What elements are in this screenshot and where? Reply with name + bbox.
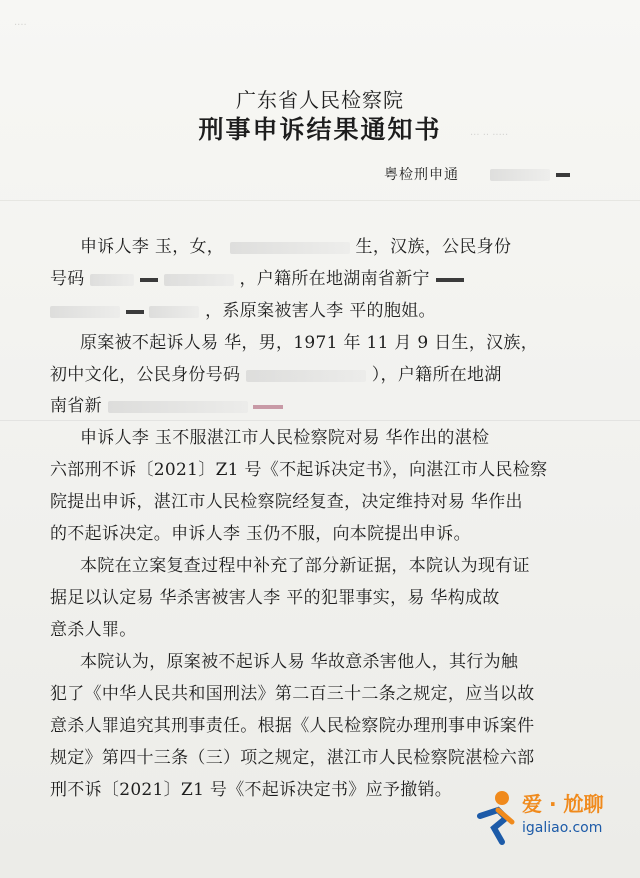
text-segment: 意杀人罪追究其刑事责任。根据《人民检察院办理刑事申诉案件 [50, 716, 535, 736]
text-segment: 意杀人罪。 [50, 620, 137, 640]
text-segment: 本院在立案复查过程中补充了部分新证据，本院认为现有证 [80, 556, 530, 576]
issuing-organization: 广东省人民检察院 [236, 88, 404, 112]
redaction-blur [490, 169, 550, 181]
bleed-through-text: ···· [14, 20, 27, 31]
text-segment: 犯了《中华人民共和国刑法》第二百三十二条之规定，应当以故 [50, 684, 535, 704]
text-segment: 生，汉族，公民身份 [355, 237, 512, 257]
redaction-blur [149, 306, 199, 318]
text-line [50, 455, 620, 480]
text-segment: 南省新 [50, 396, 102, 416]
text-segment: 号码 [50, 269, 85, 289]
document-number [384, 164, 570, 184]
redaction-blur [108, 401, 248, 413]
text-segment: 原案被不起诉人易 华，男，1971 年 11 月 9 日生，汉族， [80, 333, 539, 353]
text-segment: 刑不诉〔2021〕Z1 号《不起诉决定书》应予撤销。 [50, 780, 453, 800]
text-segment: 规定》第四十三条（三）项之规定，湛江市人民检察院湛检六部 [50, 748, 535, 768]
text-line [50, 296, 620, 321]
site-watermark [472, 788, 632, 858]
text-segment: 据足以认定易 华杀害被害人李 平的犯罪事实，易 华构成故 [50, 588, 500, 608]
text-line [50, 519, 620, 544]
watermark-site: igaliao.com [522, 820, 603, 836]
text-line [50, 743, 620, 768]
text-line [50, 583, 620, 608]
text-segment: 的不起诉决定。申诉人李 玉仍不服，向本院提出申诉。 [50, 524, 471, 544]
text-line [50, 391, 620, 416]
redaction-blur [50, 306, 120, 318]
text-segment: 本院认为，原案被不起诉人易 华故意杀害他人，其行为触 [80, 652, 519, 672]
text-line [80, 232, 620, 257]
runner-logo-icon [472, 788, 520, 848]
redaction-blur [246, 370, 366, 382]
text-segment: 申诉人李 玉不服湛江市人民检察院对易 华作出的湛检 [80, 428, 490, 448]
text-segment: ，系原案被害人李 平的胞姐。 [205, 301, 436, 321]
paper-fold-line [0, 420, 640, 421]
bleed-through-text: ··· ·· ····· [470, 130, 509, 141]
redaction-mark [126, 310, 144, 314]
redaction-mark [556, 173, 570, 177]
text-line [50, 487, 620, 512]
redaction-mark [253, 405, 283, 409]
redaction-blur [90, 274, 134, 286]
text-line [80, 423, 620, 448]
text-segment: ），户籍所在地湖 [371, 365, 502, 385]
text-line [50, 711, 620, 736]
text-segment: 六部刑不诉〔2021〕Z1 号《不起诉决定书》，向湛江市人民检察 [50, 460, 548, 480]
redaction-blur [164, 274, 234, 286]
document-title: 刑事申诉结果通知书 [198, 115, 442, 144]
watermark-brand: 爱 · 尬聊 [522, 792, 604, 816]
redaction-blur [230, 242, 350, 254]
text-line [50, 679, 620, 704]
text-segment: 申诉人李 玉，女， [80, 237, 225, 257]
text-line [50, 615, 620, 640]
text-segment: 初中文化，公民身份号码 [50, 365, 241, 385]
paper-fold-line [0, 200, 640, 201]
document-number-prefix: 粤检刑申通 [384, 167, 459, 183]
text-line [80, 328, 620, 353]
text-segment: 院提出申诉，湛江市人民检察院经复查，决定维持对易 华作出 [50, 492, 523, 512]
text-line [80, 551, 620, 576]
text-line [80, 647, 620, 672]
text-line [50, 264, 620, 289]
redaction-mark [140, 278, 158, 282]
text-segment: ，户籍所在地湖南省新宁 [239, 269, 430, 289]
redaction-mark [436, 278, 464, 282]
text-line [50, 360, 620, 385]
